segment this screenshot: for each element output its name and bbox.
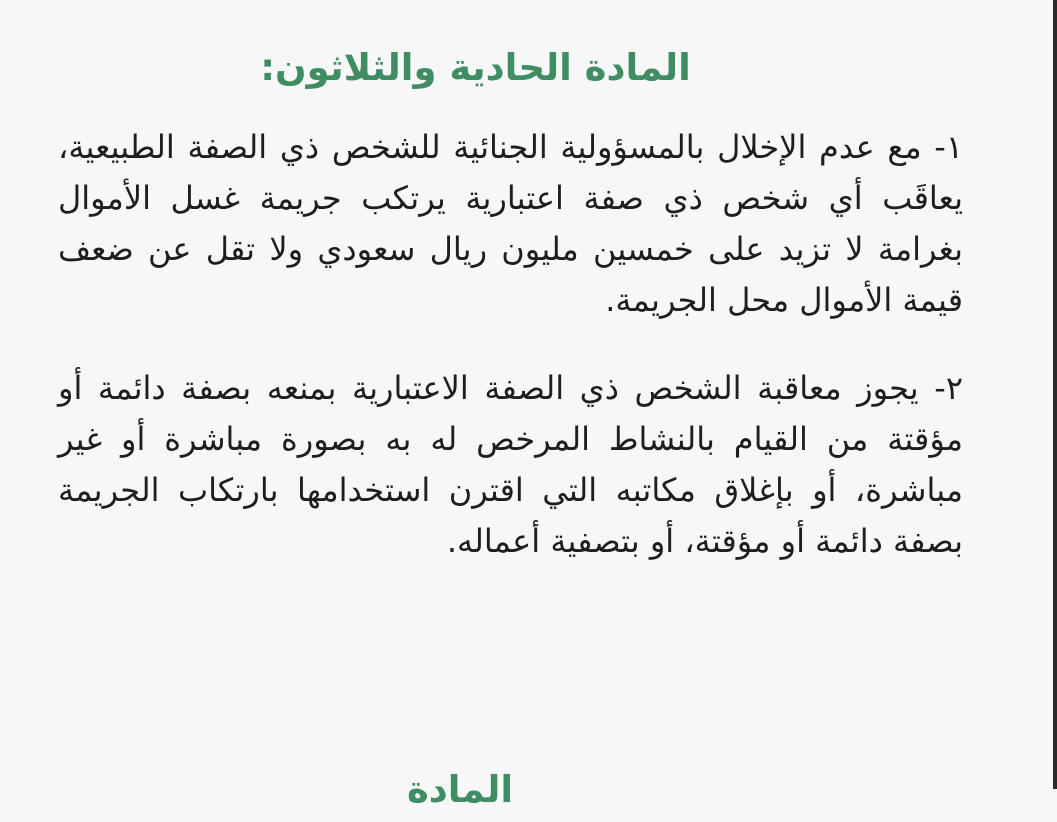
article-title: المادة الحادية والثلاثون: [260,46,691,89]
article-clause-1: ١- مع عدم الإخلال بالمسؤولية الجنائية للشخص ذي الصفة الطبيعية، يعاقَب أي شخص ذي صفة اعتبارية يرتكب جريمة غسل الأموال بغرامة لا تزيد على خمسين مليون ريال سعودي ولا تقل عن ضعف قيمة الأموال محل الجريمة. [58,128,963,319]
article-page [58,40,963,604]
next-article-title-partial: المادة [406,768,514,811]
article-clause-2: ٢- يجوز معاقبة الشخص ذي الصفة الاعتبارية بمنعه بصفة دائمة أو مؤقتة من القيام بالنشاط المرخص له به بصورة مباشرة أو غير مباشرة، أو بإغلاق مكاتبه التي اقترن استخدامها بارتكاب الجريمة بصفة دائمة أو مؤقتة، أو بتصفية أعماله. [58,369,963,560]
window-edge [1053,0,1057,789]
